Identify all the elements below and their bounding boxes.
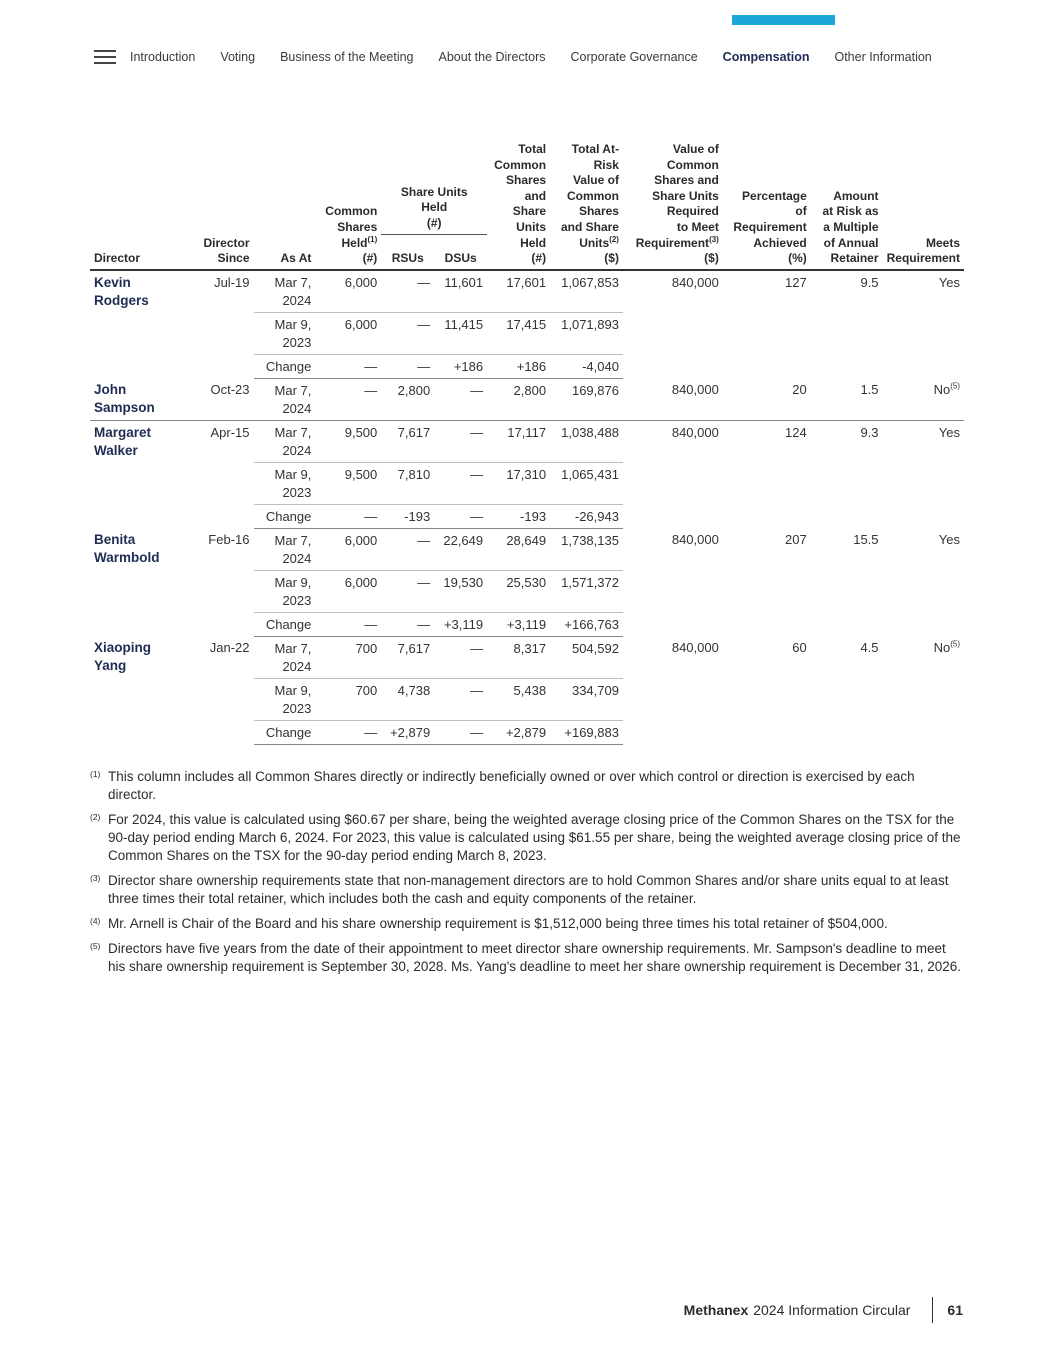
nav-about-directors[interactable]: About the Directors — [438, 50, 546, 64]
percentage-cell: 60 — [792, 640, 807, 656]
common-shares-cell: 6,000 — [315, 570, 381, 612]
header-total-value: Total At- Risk Value of Common Shares and Share Units$^{(2)}$ ($) — [560, 142, 619, 266]
director-since: Apr-15 — [210, 424, 250, 440]
footnote-text: Directors have five years from the date of their appointment to meet director share ownership requirements. Mr. Sampson's deadline to meet his share ownership requirement is September 30, 2028. Ms. Yang's deadline to meet her share ownership requirement is December 31, 2026. — [108, 941, 962, 974]
total-units-cell: 28,649 — [487, 528, 550, 570]
section-nav — [94, 48, 955, 66]
rsus-cell: — — [381, 528, 434, 570]
footnote-number: (4) — [90, 916, 101, 926]
as-at-cell: Mar 9, 2023 — [254, 462, 316, 504]
dsus-cell: — — [434, 636, 487, 678]
header-dsus: DSUs — [444, 251, 477, 266]
multiple-cell: 4.5 — [860, 640, 879, 656]
total-units-cell: +186 — [487, 354, 550, 378]
director-group-benita-warmbold — [90, 528, 964, 636]
common-shares-cell: 6,000 — [315, 312, 381, 354]
total-value-cell: 169,876 — [550, 378, 623, 420]
total-units-cell: 25,530 — [487, 570, 550, 612]
change-label: Change — [254, 612, 316, 636]
nav-business-of-meeting[interactable]: Business of the Meeting — [280, 50, 414, 64]
total-units-cell: +2,879 — [487, 720, 550, 744]
change-label: Change — [254, 720, 316, 744]
dsus-cell: — — [434, 678, 487, 720]
header-multiple: Amount at Risk as a Multiple of Annual Retainer — [822, 188, 879, 266]
common-shares-cell: — — [315, 612, 381, 636]
page-number: 61 — [947, 1302, 963, 1318]
director-since: Feb-16 — [208, 532, 250, 548]
meets-cell: Yes — [938, 274, 960, 290]
rsus-cell: — — [381, 612, 434, 636]
nav-introduction[interactable]: Introduction — [130, 50, 196, 64]
common-shares-cell: 6,000 — [315, 270, 381, 313]
meets-cell: Yes — [938, 424, 960, 440]
footnote-number: (5) — [90, 941, 101, 951]
total-value-cell: 1,738,135 — [550, 528, 623, 570]
total-value-cell: 1,571,372 — [550, 570, 623, 612]
change-label: Change — [254, 354, 316, 378]
nav-other-information[interactable]: Other Information — [834, 50, 932, 64]
total-value-cell: 1,067,853 — [550, 270, 623, 313]
rsus-cell: 7,810 — [381, 462, 434, 504]
director-name: Margaret Walker — [94, 424, 152, 458]
common-shares-cell: 9,500 — [315, 420, 381, 462]
multiple-cell: 9.3 — [860, 424, 879, 440]
rsus-cell: -193 — [381, 504, 434, 528]
header-rsus: RSUs — [391, 251, 424, 266]
total-value-cell: 1,071,893 — [550, 312, 623, 354]
dsus-cell: 19,530 — [434, 570, 487, 612]
percentage-cell: 207 — [785, 532, 807, 548]
header-share-units: Share Units Held (#) — [381, 142, 487, 234]
common-shares-cell: 700 — [315, 636, 381, 678]
dsus-cell: — — [434, 378, 487, 420]
total-units-cell: 17,310 — [487, 462, 550, 504]
total-value-cell: -26,943 — [550, 504, 623, 528]
as-at-cell: Mar 9, 2023 — [254, 678, 316, 720]
total-value-cell: 504,592 — [550, 636, 623, 678]
footnote-text: Mr. Arnell is Chair of the Board and his share ownership requirement is $1,512,000 being three times his total retainer of $504,000. — [108, 916, 888, 931]
director-since: Jul-19 — [214, 274, 250, 290]
rsus-cell: — — [381, 270, 434, 313]
director-since: Oct-23 — [190, 378, 254, 420]
header-total-units: Total Common Shares and Share Units Held (#) — [494, 142, 547, 266]
meets-cell: Yes — [938, 532, 960, 548]
director-name: Benita Warmbold — [94, 532, 160, 566]
rsus-cell: 2,800 — [381, 378, 434, 420]
director-since: Jan-22 — [209, 640, 250, 656]
as-at-cell: Mar 7, 2024 — [254, 378, 316, 420]
as-at-cell: Mar 7, 2024 — [254, 636, 316, 678]
percentage-cell: 124 — [785, 424, 807, 440]
required-value-cell: 840,000 — [623, 378, 723, 420]
footer-divider — [932, 1297, 933, 1323]
total-units-cell: +3,119 — [487, 612, 550, 636]
percentage-cell: 127 — [785, 274, 807, 290]
common-shares-cell: 700 — [315, 678, 381, 720]
total-value-cell: +169,883 — [550, 720, 623, 744]
total-units-cell: 17,117 — [487, 420, 550, 462]
multiple-cell: 15.5 — [853, 532, 879, 548]
total-units-cell: -193 — [487, 504, 550, 528]
header-as-at: As At — [280, 251, 312, 266]
total-units-cell: 8,317 — [487, 636, 550, 678]
common-shares-cell: — — [315, 720, 381, 744]
common-shares-cell: — — [315, 378, 381, 420]
rsus-cell: 7,617 — [381, 420, 434, 462]
header-common-shares: Common Shares Held$^{(1)}$ (#) — [325, 204, 378, 266]
meets-cell: No$^{(5)}$ — [883, 378, 964, 420]
footnote-text: For 2024, this value is calculated using $60.67 per share, being the weighted average closing price of the Common Shares on the TSX for the 90-day period ending March 6, 2024. For 2023, this value is calculated using $61.55 per share, being the weighted average closing price of the Common Shares on the TSX for the 90-day period ending March 8, 2023. — [108, 812, 961, 863]
dsus-cell: — — [434, 504, 487, 528]
footer-title: 2024 Information Circular — [753, 1302, 911, 1318]
dsus-cell: 22,649 — [434, 528, 487, 570]
footnote-number: (1) — [90, 769, 101, 779]
nav-compensation[interactable]: Compensation — [722, 50, 810, 64]
total-value-cell: 1,038,488 — [550, 420, 623, 462]
dsus-cell: — — [434, 462, 487, 504]
rsus-cell: — — [381, 312, 434, 354]
active-section-indicator — [732, 15, 835, 25]
director-group-margaret-walker — [90, 420, 964, 528]
director-group-xiaoping-yang — [90, 636, 964, 744]
total-value-cell: -4,040 — [550, 354, 623, 378]
change-label: Change — [254, 504, 316, 528]
footnote-text: Director share ownership requirements state that non-management directors are to hold Common Shares and/or share units equal to at least three times their total retainer, which includes both the cash and equity components of the retainer. — [108, 873, 949, 906]
required-value-cell: 840,000 — [671, 640, 719, 656]
common-shares-cell: 6,000 — [315, 528, 381, 570]
required-value-cell: 840,000 — [671, 274, 719, 290]
dsus-cell: +3,119 — [434, 612, 487, 636]
multiple-cell: 1.5 — [811, 378, 883, 420]
total-units-cell: 5,438 — [487, 678, 550, 720]
total-value-cell: 334,709 — [550, 678, 623, 720]
footnote-text: This column includes all Common Shares directly or indirectly beneficially owned or over which control or direction is exercised by each director. — [108, 769, 915, 802]
director-name: John Sampson — [90, 378, 190, 420]
rsus-cell: — — [381, 570, 434, 612]
footnote — [90, 768, 964, 804]
as-at-cell: Mar 7, 2024 — [254, 270, 316, 313]
multiple-cell: 9.5 — [860, 274, 879, 290]
total-value-cell: +166,763 — [550, 612, 623, 636]
footnote — [90, 872, 964, 908]
footnote — [90, 940, 964, 976]
footnote-number: (3) — [90, 873, 101, 883]
as-at-cell: Mar 7, 2024 — [254, 420, 316, 462]
common-shares-cell: — — [315, 504, 381, 528]
director-share-ownership-table — [90, 142, 964, 745]
required-value-cell: 840,000 — [671, 532, 719, 548]
header-director-since: Director Since — [203, 235, 250, 266]
total-value-cell: 1,065,431 — [550, 462, 623, 504]
rsus-cell: 7,617 — [381, 636, 434, 678]
director-name: Xiaoping Yang — [94, 640, 151, 674]
dsus-cell: — — [434, 420, 487, 462]
footnote — [90, 915, 964, 933]
header-percentage: Percentage of Requirement Achieved (%) — [733, 188, 807, 266]
rsus-cell: 4,738 — [381, 678, 434, 720]
header-director: Director — [94, 251, 141, 266]
footnote — [90, 811, 964, 865]
dsus-cell: 11,415 — [434, 312, 487, 354]
nav-voting[interactable]: Voting — [220, 50, 256, 64]
hamburger-menu-icon[interactable] — [94, 50, 116, 64]
director-group-kevin-rodgers — [90, 270, 964, 379]
meets-cell: No$^{(5)}$ — [933, 639, 960, 656]
as-at-cell: Mar 7, 2024 — [254, 528, 316, 570]
total-units-cell: 2,800 — [487, 378, 550, 420]
rsus-cell: — — [381, 354, 434, 378]
rsus-cell: +2,879 — [381, 720, 434, 744]
footnotes — [90, 768, 964, 983]
footer-brand: Methanex — [683, 1302, 749, 1318]
footnote-number: (2) — [90, 812, 101, 822]
total-units-cell: 17,415 — [487, 312, 550, 354]
as-at-cell: Mar 9, 2023 — [254, 570, 316, 612]
header-meets: Meets Requirement — [886, 235, 960, 266]
common-shares-cell: — — [315, 354, 381, 378]
percentage-cell: 20 — [723, 378, 811, 420]
nav-corporate-governance[interactable]: Corporate Governance — [570, 50, 698, 64]
dsus-cell: 11,601 — [434, 270, 487, 313]
common-shares-cell: 9,500 — [315, 462, 381, 504]
total-units-cell: 17,601 — [487, 270, 550, 313]
required-value-cell: 840,000 — [671, 424, 719, 440]
dsus-cell: — — [434, 720, 487, 744]
header-required-value: Value of Common Shares and Share Units Required to Meet Requirement$^{(3)}$ ($) — [635, 142, 719, 266]
director-name: Kevin Rodgers — [94, 274, 149, 308]
as-at-cell: Mar 9, 2023 — [254, 312, 316, 354]
dsus-cell: +186 — [434, 354, 487, 378]
director-group-john-sampson — [90, 378, 964, 420]
page-footer — [684, 1297, 963, 1323]
